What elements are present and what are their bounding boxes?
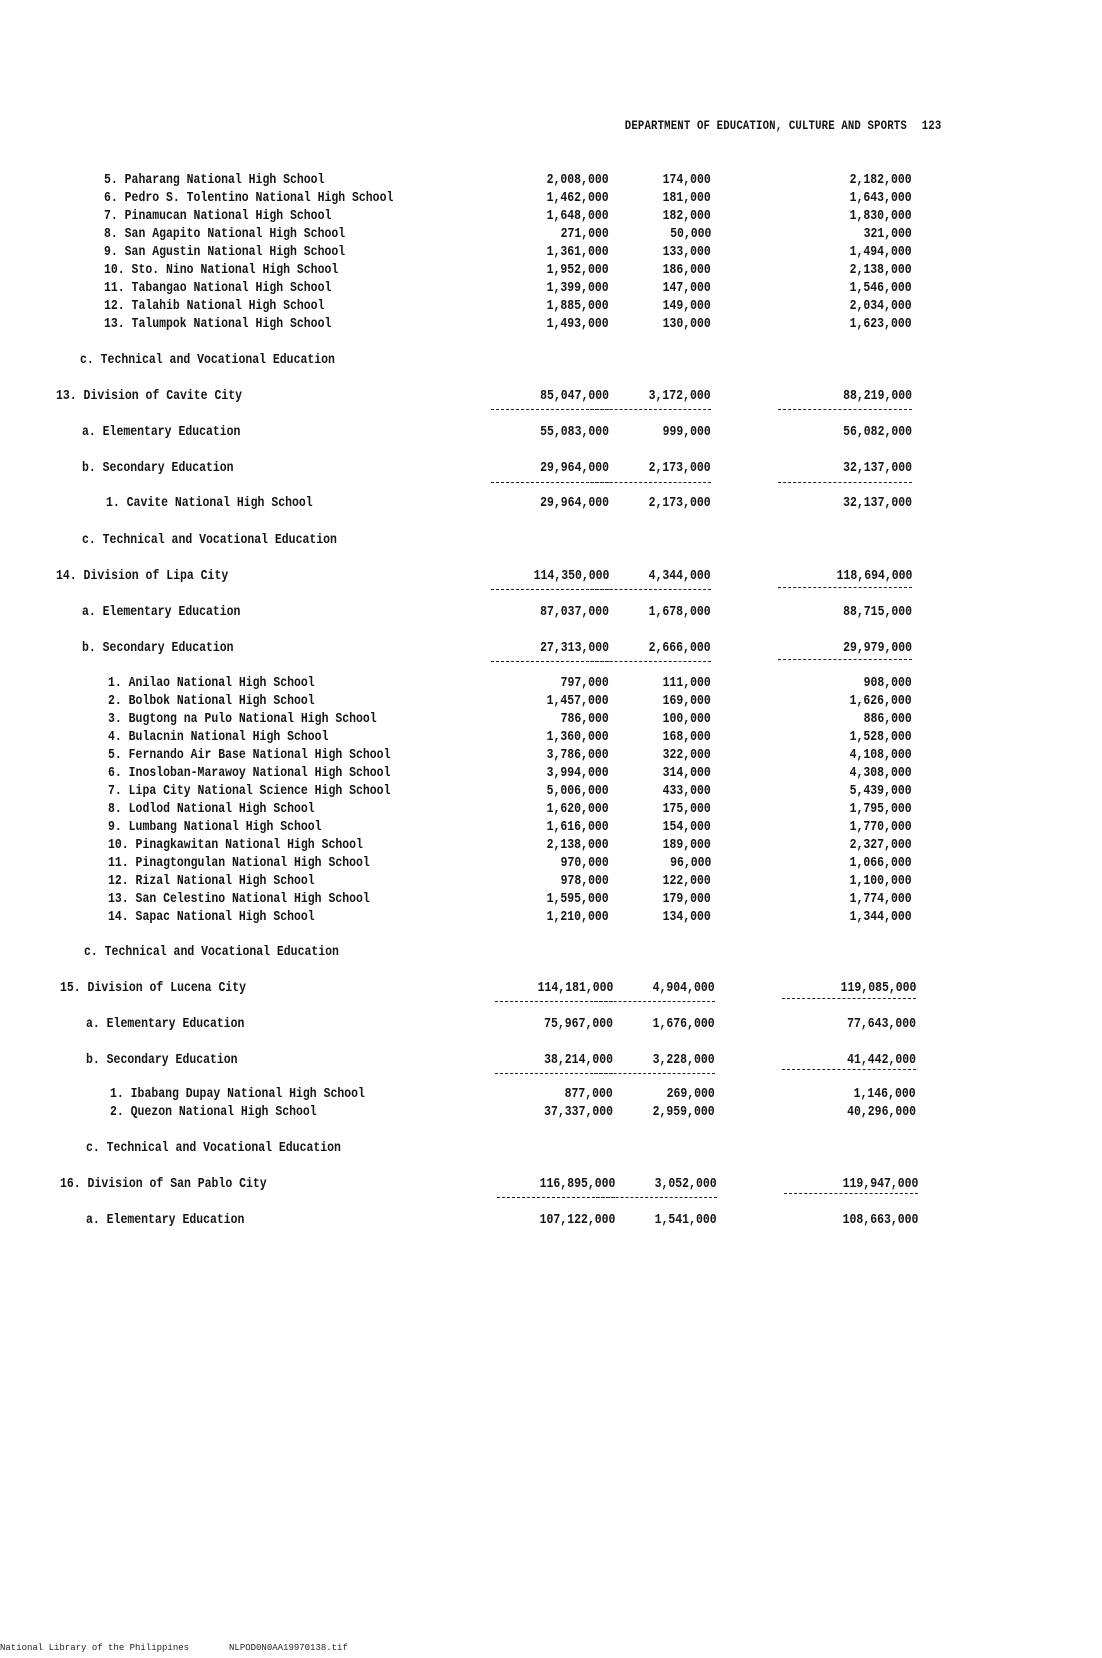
- table-row: [0, 765, 1102, 783]
- dashed-rule: [778, 659, 912, 660]
- row-label: c. Technical and Vocational Education: [82, 532, 337, 548]
- row-label: 5. Paharang National High School: [104, 172, 325, 188]
- value-col2: 999,000: [662, 424, 711, 440]
- row-label: 2. Quezon National High School: [110, 1104, 317, 1120]
- value-total: 886,000: [863, 711, 912, 727]
- value-col1: 1,361,000: [546, 244, 609, 260]
- table-row: [0, 873, 1102, 891]
- value-total: 118,694,000: [836, 568, 912, 584]
- value-total: 1,066,000: [849, 855, 912, 871]
- value-col1: 2,138,000: [546, 837, 609, 853]
- dashed-rule: [778, 409, 912, 410]
- value-total: 88,715,000: [843, 604, 912, 620]
- value-total: 1,623,000: [849, 316, 912, 332]
- value-col1: 3,786,000: [546, 747, 609, 763]
- value-col2: 1,676,000: [652, 1016, 715, 1032]
- value-col2: 1,678,000: [648, 604, 711, 620]
- value-total: 29,979,000: [843, 640, 912, 656]
- row-label: 12. Talahib National High School: [104, 298, 325, 314]
- table-row: [0, 280, 1102, 298]
- value-total: 119,085,000: [840, 980, 916, 996]
- table-row: [0, 1052, 1102, 1070]
- value-col1: 29,964,000: [540, 460, 609, 476]
- value-col1: 1,493,000: [546, 316, 609, 332]
- row-label: 2. Bolbok National High School: [108, 693, 315, 709]
- value-col1: 27,313,000: [540, 640, 609, 656]
- row-label: 15. Division of Lucena City: [60, 980, 247, 996]
- value-col1: 877,000: [564, 1086, 613, 1102]
- value-col2: 2,173,000: [648, 495, 711, 511]
- row-label: 6. Inosloban-Marawoy National High School: [108, 765, 391, 781]
- value-col1: 1,457,000: [546, 693, 609, 709]
- value-total: 321,000: [863, 226, 912, 242]
- dashed-rule: [594, 1001, 715, 1002]
- value-col2: 1,541,000: [654, 1212, 717, 1228]
- table-row: [0, 1176, 1102, 1194]
- value-total: 1,146,000: [853, 1086, 916, 1102]
- row-label: 9. Lumbang National High School: [108, 819, 322, 835]
- row-label: b. Secondary Education: [82, 460, 234, 476]
- row-label: 6. Pedro S. Tolentino National High School: [104, 190, 394, 206]
- value-col2: 2,666,000: [648, 640, 711, 656]
- table-row: [0, 172, 1102, 190]
- row-label: 7. Lipa City National Science High School: [108, 783, 391, 799]
- value-col1: 75,967,000: [544, 1016, 613, 1032]
- table-row: [0, 352, 1102, 370]
- value-col1: 1,616,000: [546, 819, 609, 835]
- value-col1: 786,000: [560, 711, 609, 727]
- value-col2: 4,344,000: [648, 568, 711, 584]
- value-total: 1,643,000: [849, 190, 912, 206]
- table-row: [0, 675, 1102, 693]
- table-row: [0, 640, 1102, 658]
- row-label: 10. Sto. Nino National High School: [104, 262, 339, 278]
- table-row: [0, 532, 1102, 550]
- value-total: 56,082,000: [843, 424, 912, 440]
- row-label: 13. Talumpok National High School: [104, 316, 332, 332]
- row-label: a. Elementary Education: [82, 604, 241, 620]
- value-col1: 1,595,000: [546, 891, 609, 907]
- value-col2: 3,228,000: [652, 1052, 715, 1068]
- table-row: [0, 495, 1102, 513]
- row-label: 13. San Celestino National High School: [108, 891, 370, 907]
- value-col1: 116,895,000: [539, 1176, 615, 1192]
- table-row: [0, 316, 1102, 334]
- table-row: [0, 226, 1102, 244]
- value-col2: 3,052,000: [654, 1176, 717, 1192]
- row-label: 13. Division of Cavite City: [56, 388, 243, 404]
- row-label: 10. Pinagkawitan National High School: [108, 837, 363, 853]
- value-col2: 174,000: [662, 172, 711, 188]
- row-label: 14. Division of Lipa City: [56, 568, 229, 584]
- dashed-rule: [594, 1073, 715, 1074]
- value-total: 41,442,000: [847, 1052, 916, 1068]
- value-col2: 322,000: [662, 747, 711, 763]
- table-row: [0, 855, 1102, 873]
- dashed-rule: [784, 1193, 918, 1194]
- value-col2: 2,959,000: [652, 1104, 715, 1120]
- value-col1: 5,006,000: [546, 783, 609, 799]
- value-total: 4,308,000: [849, 765, 912, 781]
- table-row: [0, 891, 1102, 909]
- value-total: 1,546,000: [849, 280, 912, 296]
- table-row: [0, 1016, 1102, 1034]
- table-row: [0, 604, 1102, 622]
- table-row: [0, 693, 1102, 711]
- value-col2: 168,000: [662, 729, 711, 745]
- table-row: [0, 944, 1102, 962]
- value-col2: 134,000: [662, 909, 711, 925]
- value-total: 77,643,000: [847, 1016, 916, 1032]
- value-col2: 314,000: [662, 765, 711, 781]
- value-col2: 111,000: [662, 675, 711, 691]
- table-row: [0, 1104, 1102, 1122]
- dashed-rule: [782, 998, 916, 999]
- value-col2: 186,000: [662, 262, 711, 278]
- table-row: [0, 1212, 1102, 1230]
- table-row: [0, 568, 1102, 586]
- value-total: 1,830,000: [849, 208, 912, 224]
- value-total: 88,219,000: [843, 388, 912, 404]
- value-col1: 1,360,000: [546, 729, 609, 745]
- dashed-rule: [590, 482, 711, 483]
- dashed-rule: [590, 661, 711, 662]
- value-total: 1,795,000: [849, 801, 912, 817]
- row-label: a. Elementary Education: [86, 1016, 245, 1032]
- table-row: [0, 819, 1102, 837]
- value-total: 1,100,000: [849, 873, 912, 889]
- table-row: [0, 1140, 1102, 1158]
- table-row: [0, 909, 1102, 927]
- row-label: a. Elementary Education: [82, 424, 241, 440]
- value-col2: 154,000: [662, 819, 711, 835]
- value-col2: 122,000: [662, 873, 711, 889]
- row-label: 5. Fernando Air Base National High School: [108, 747, 391, 763]
- value-col2: 3,172,000: [648, 388, 711, 404]
- table-row: [0, 190, 1102, 208]
- dashed-rule: [778, 482, 912, 483]
- row-label: 11. Tabangao National High School: [104, 280, 332, 296]
- value-total: 2,182,000: [849, 172, 912, 188]
- scan-footer: [0, 1643, 388, 1653]
- header-title: DEPARTMENT OF EDUCATION, CULTURE AND SPORTS: [624, 118, 907, 133]
- value-col1: 970,000: [560, 855, 609, 871]
- value-col2: 149,000: [662, 298, 711, 314]
- row-label: 7. Pinamucan National High School: [104, 208, 332, 224]
- value-total: 4,108,000: [849, 747, 912, 763]
- row-label: b. Secondary Education: [82, 640, 234, 656]
- row-label: 1. Cavite National High School: [106, 495, 313, 511]
- value-col1: 38,214,000: [544, 1052, 613, 1068]
- value-total: 1,770,000: [849, 819, 912, 835]
- dashed-rule: [782, 1069, 916, 1070]
- table-row: [0, 244, 1102, 262]
- value-col2: 100,000: [662, 711, 711, 727]
- value-total: 1,344,000: [849, 909, 912, 925]
- value-col1: 37,337,000: [544, 1104, 613, 1120]
- value-total: 1,774,000: [849, 891, 912, 907]
- value-col1: 114,350,000: [533, 568, 609, 584]
- row-label: c. Technical and Vocational Education: [80, 352, 335, 368]
- value-total: 40,296,000: [847, 1104, 916, 1120]
- value-col2: 181,000: [662, 190, 711, 206]
- value-total: 32,137,000: [843, 460, 912, 476]
- page-number: 123: [921, 118, 942, 133]
- row-label: 1. Anilao National High School: [108, 675, 315, 691]
- value-col2: 169,000: [662, 693, 711, 709]
- row-label: 3. Bugtong na Pulo National High School: [108, 711, 377, 727]
- value-col2: 130,000: [662, 316, 711, 332]
- dashed-rule: [590, 409, 711, 410]
- table-row: [0, 424, 1102, 442]
- table-row: [0, 837, 1102, 855]
- row-label: 16. Division of San Pablo City: [60, 1176, 267, 1192]
- footer-library: National Library of the Philippines: [0, 1643, 190, 1653]
- value-total: 32,137,000: [843, 495, 912, 511]
- row-label: 8. San Agapito National High School: [104, 226, 346, 242]
- row-label: 8. Lodlod National High School: [108, 801, 315, 817]
- row-label: 14. Sapac National High School: [108, 909, 315, 925]
- value-col1: 1,620,000: [546, 801, 609, 817]
- value-col1: 29,964,000: [540, 495, 609, 511]
- row-label: c. Technical and Vocational Education: [84, 944, 339, 960]
- value-col1: 978,000: [560, 873, 609, 889]
- page-header: [624, 118, 942, 133]
- value-col2: 4,904,000: [652, 980, 715, 996]
- value-total: 5,439,000: [849, 783, 912, 799]
- dashed-rule: [590, 589, 711, 590]
- row-label: 4. Bulacnin National High School: [108, 729, 329, 745]
- value-col1: 107,122,000: [539, 1212, 615, 1228]
- value-col2: 2,173,000: [648, 460, 711, 476]
- value-col2: 182,000: [662, 208, 711, 224]
- value-col1: 87,037,000: [540, 604, 609, 620]
- table-row: [0, 729, 1102, 747]
- footer-file: NLPOD0N0AA19970138.tif: [229, 1643, 348, 1653]
- value-col2: 175,000: [662, 801, 711, 817]
- table-row: [0, 801, 1102, 819]
- value-col1: 55,083,000: [540, 424, 609, 440]
- value-total: 908,000: [863, 675, 912, 691]
- value-total: 108,663,000: [842, 1212, 918, 1228]
- value-total: 2,138,000: [849, 262, 912, 278]
- value-col1: 114,181,000: [537, 980, 613, 996]
- value-col1: 1,462,000: [546, 190, 609, 206]
- value-col1: 797,000: [560, 675, 609, 691]
- value-col1: 2,008,000: [546, 172, 609, 188]
- row-label: 12. Rizal National High School: [108, 873, 315, 889]
- row-label: 11. Pinagtongulan National High School: [108, 855, 370, 871]
- value-col2: 50,000: [669, 226, 711, 242]
- value-col1: 1,952,000: [546, 262, 609, 278]
- value-col1: 1,885,000: [546, 298, 609, 314]
- table-row: [0, 747, 1102, 765]
- value-total: 2,034,000: [849, 298, 912, 314]
- value-col2: 96,000: [669, 855, 711, 871]
- value-total: 2,327,000: [849, 837, 912, 853]
- value-col2: 433,000: [662, 783, 711, 799]
- value-col2: 179,000: [662, 891, 711, 907]
- value-col2: 133,000: [662, 244, 711, 260]
- row-label: 9. San Agustin National High School: [104, 244, 346, 260]
- table-row: [0, 208, 1102, 226]
- row-label: a. Elementary Education: [86, 1212, 245, 1228]
- dashed-rule: [596, 1197, 717, 1198]
- value-total: 1,626,000: [849, 693, 912, 709]
- table-row: [0, 262, 1102, 280]
- table-row: [0, 783, 1102, 801]
- value-col2: 147,000: [662, 280, 711, 296]
- table-row: [0, 1086, 1102, 1104]
- value-total: 1,528,000: [849, 729, 912, 745]
- table-row: [0, 460, 1102, 478]
- table-row: [0, 980, 1102, 998]
- value-col1: 3,994,000: [546, 765, 609, 781]
- table-row: [0, 298, 1102, 316]
- value-total: 119,947,000: [842, 1176, 918, 1192]
- value-col1: 1,210,000: [546, 909, 609, 925]
- value-total: 1,494,000: [849, 244, 912, 260]
- table-row: [0, 388, 1102, 406]
- row-label: c. Technical and Vocational Education: [86, 1140, 341, 1156]
- value-col1: 85,047,000: [540, 388, 609, 404]
- dashed-rule: [778, 587, 912, 588]
- value-col1: 1,399,000: [546, 280, 609, 296]
- row-label: b. Secondary Education: [86, 1052, 238, 1068]
- value-col1: 1,648,000: [546, 208, 609, 224]
- table-row: [0, 711, 1102, 729]
- row-label: 1. Ibabang Dupay National High School: [110, 1086, 365, 1102]
- value-col2: 269,000: [666, 1086, 715, 1102]
- value-col2: 189,000: [662, 837, 711, 853]
- value-col1: 271,000: [560, 226, 609, 242]
